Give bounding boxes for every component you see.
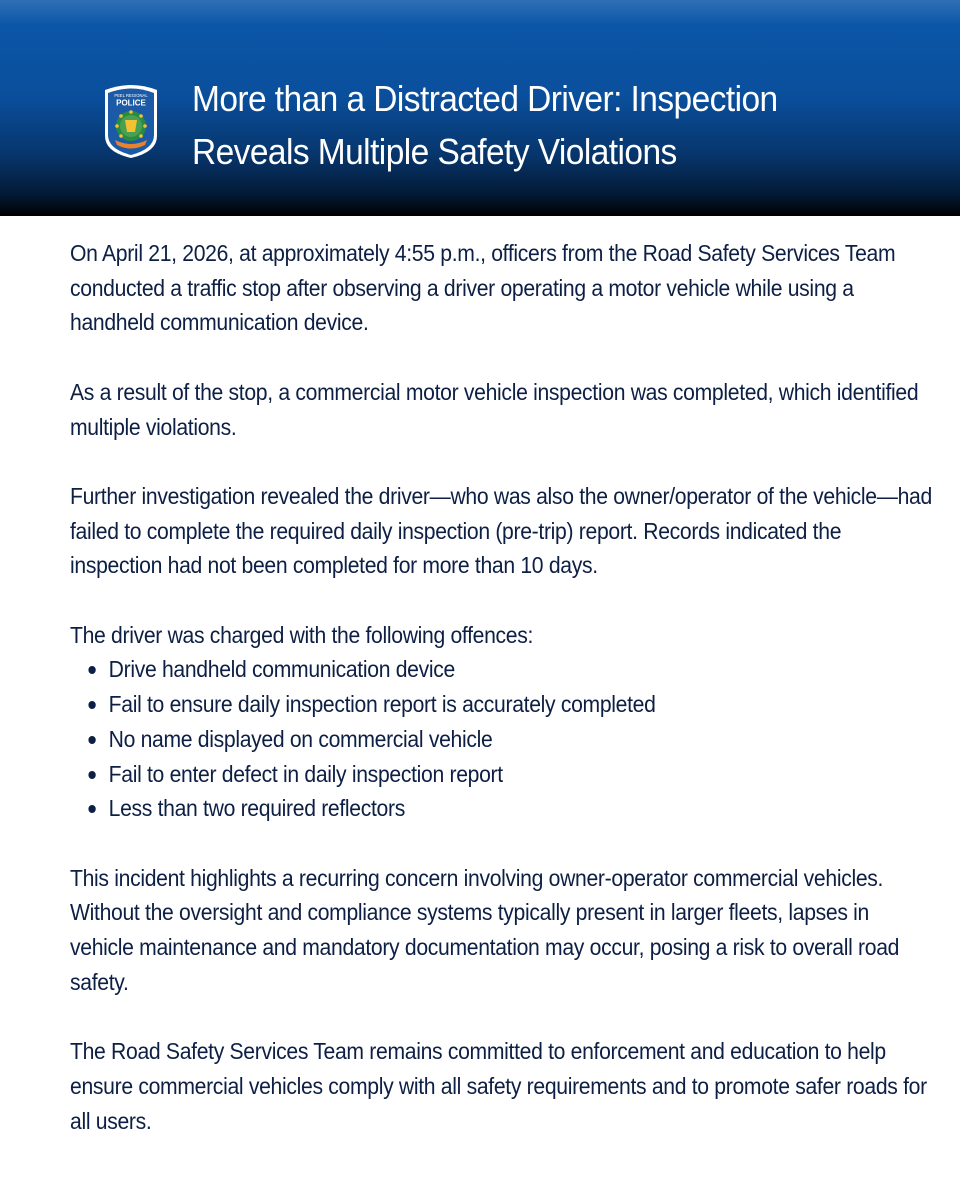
bullet-icon <box>88 771 95 779</box>
title-line-1: More than a Distracted Driver: Inspection <box>192 78 778 119</box>
list-item <box>70 757 937 792</box>
bullet-icon <box>88 666 95 674</box>
charge-text: Less than two required reflectors <box>108 795 405 822</box>
title-line-2: Reveals Multiple Safety Violations <box>192 131 677 172</box>
list-item <box>70 722 937 757</box>
article-body <box>70 236 940 1173</box>
bullet-icon <box>88 736 95 744</box>
charge-text: No name displayed on commercial vehicle <box>108 725 493 752</box>
charge-text: Drive handheld communication device <box>108 656 455 683</box>
paragraph-investigation: Further investigation revealed the driver—who was also the owner/operator of the vehicle—had failed to complete the required daily inspection (pre-trip) report. Records indicated the inspection had not been completed for more than 10 days. <box>70 482 932 579</box>
bullet-icon <box>88 701 95 709</box>
header-banner <box>0 0 960 216</box>
paragraph-incident: On April 21, 2026, at approximately 4:55 p.m., officers from the Road Safety Services Team conducted a traffic stop after observing a driver operating a motor vehicle while using a handheld communication device. <box>70 240 896 336</box>
badge-text-line1: PEEL REGIONAL <box>114 93 148 98</box>
police-badge-icon <box>101 82 161 158</box>
charges-list <box>70 652 940 826</box>
charge-text: Fail to ensure daily inspection report is accurately completed <box>108 691 656 718</box>
charges-intro: The driver was charged with the following offences: <box>70 621 534 648</box>
page-title <box>192 72 871 178</box>
paragraph-concern: This incident highlights a recurring concern involving owner-operator commercial vehicles. Without the oversight and compliance systems typically present in larger fleets, lapses in vehicle maintenance and mandatory documentation may occur, posing a risk to overall road safety. <box>70 864 900 995</box>
list-item <box>70 687 937 722</box>
list-item <box>70 791 937 826</box>
charge-text: Fail to enter defect in daily inspection report <box>108 760 503 787</box>
bullet-icon <box>88 805 95 813</box>
paragraph-inspection: As a result of the stop, a commercial motor vehicle inspection was completed, which identified multiple violations. <box>70 378 919 440</box>
paragraph-commitment: The Road Safety Services Team remains committed to enforcement and education to help ensure commercial vehicles comply with all safety requirements and to promote safer roads for all users. <box>70 1038 927 1134</box>
list-item <box>70 652 937 687</box>
badge-text-line2: POLICE <box>116 98 146 108</box>
